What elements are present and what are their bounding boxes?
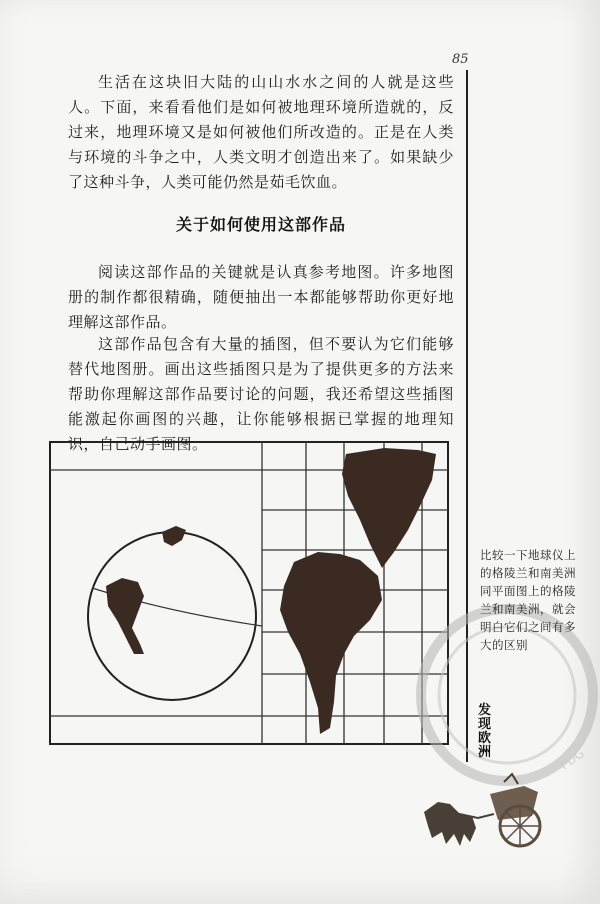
globe-illustration: [88, 526, 262, 700]
paragraph-3: [68, 332, 454, 457]
figure-caption: 比较一下地球仪上的格陵兰和南美洲同平面图上的格陵兰和南美洲，就会明白它们之间有多大的区别: [480, 548, 576, 652]
globe-vs-map-illustration: [48, 440, 450, 746]
svg-text:PDG: PDG: [557, 746, 587, 773]
paragraph-1-text: 生活在这块旧大陆的山山水水之间的人就是这些人。下面，来看看他们是如何被地理环境所造就的，反过来，地理环境又是如何被他们所改造的。正是在人类与环境的斗争之中，人类文明才创造出来了。如果缺少了这种斗争，人类可能仍然是茹毛饮血。: [68, 73, 454, 191]
paragraph-1: [68, 70, 454, 195]
flat-south-america-shape: [280, 552, 382, 734]
running-section-label: 发现欧洲: [478, 703, 492, 760]
chariot-illustration: [420, 772, 560, 854]
paragraph-2-text: 阅读这部作品的关键就是认真参考地图。许多地图册的制作都很精确，随便抽出一本都能够帮助你更好地理解这部作品。: [68, 263, 454, 331]
page-number: 85: [452, 52, 469, 67]
paragraph-3-text: 这部作品包含有大量的插图，但不要认为它们能够替代地图册。画出这些插图只是为了提供更多的方法来帮助你理解这部作品要讨论的问题，我还希望这些插图能激起你画图的兴趣，让你能够根据已掌握的地理知识，自己动手画图。: [68, 335, 454, 453]
paragraph-2: [68, 260, 454, 335]
section-heading: 关于如何使用这部作品: [175, 215, 346, 234]
